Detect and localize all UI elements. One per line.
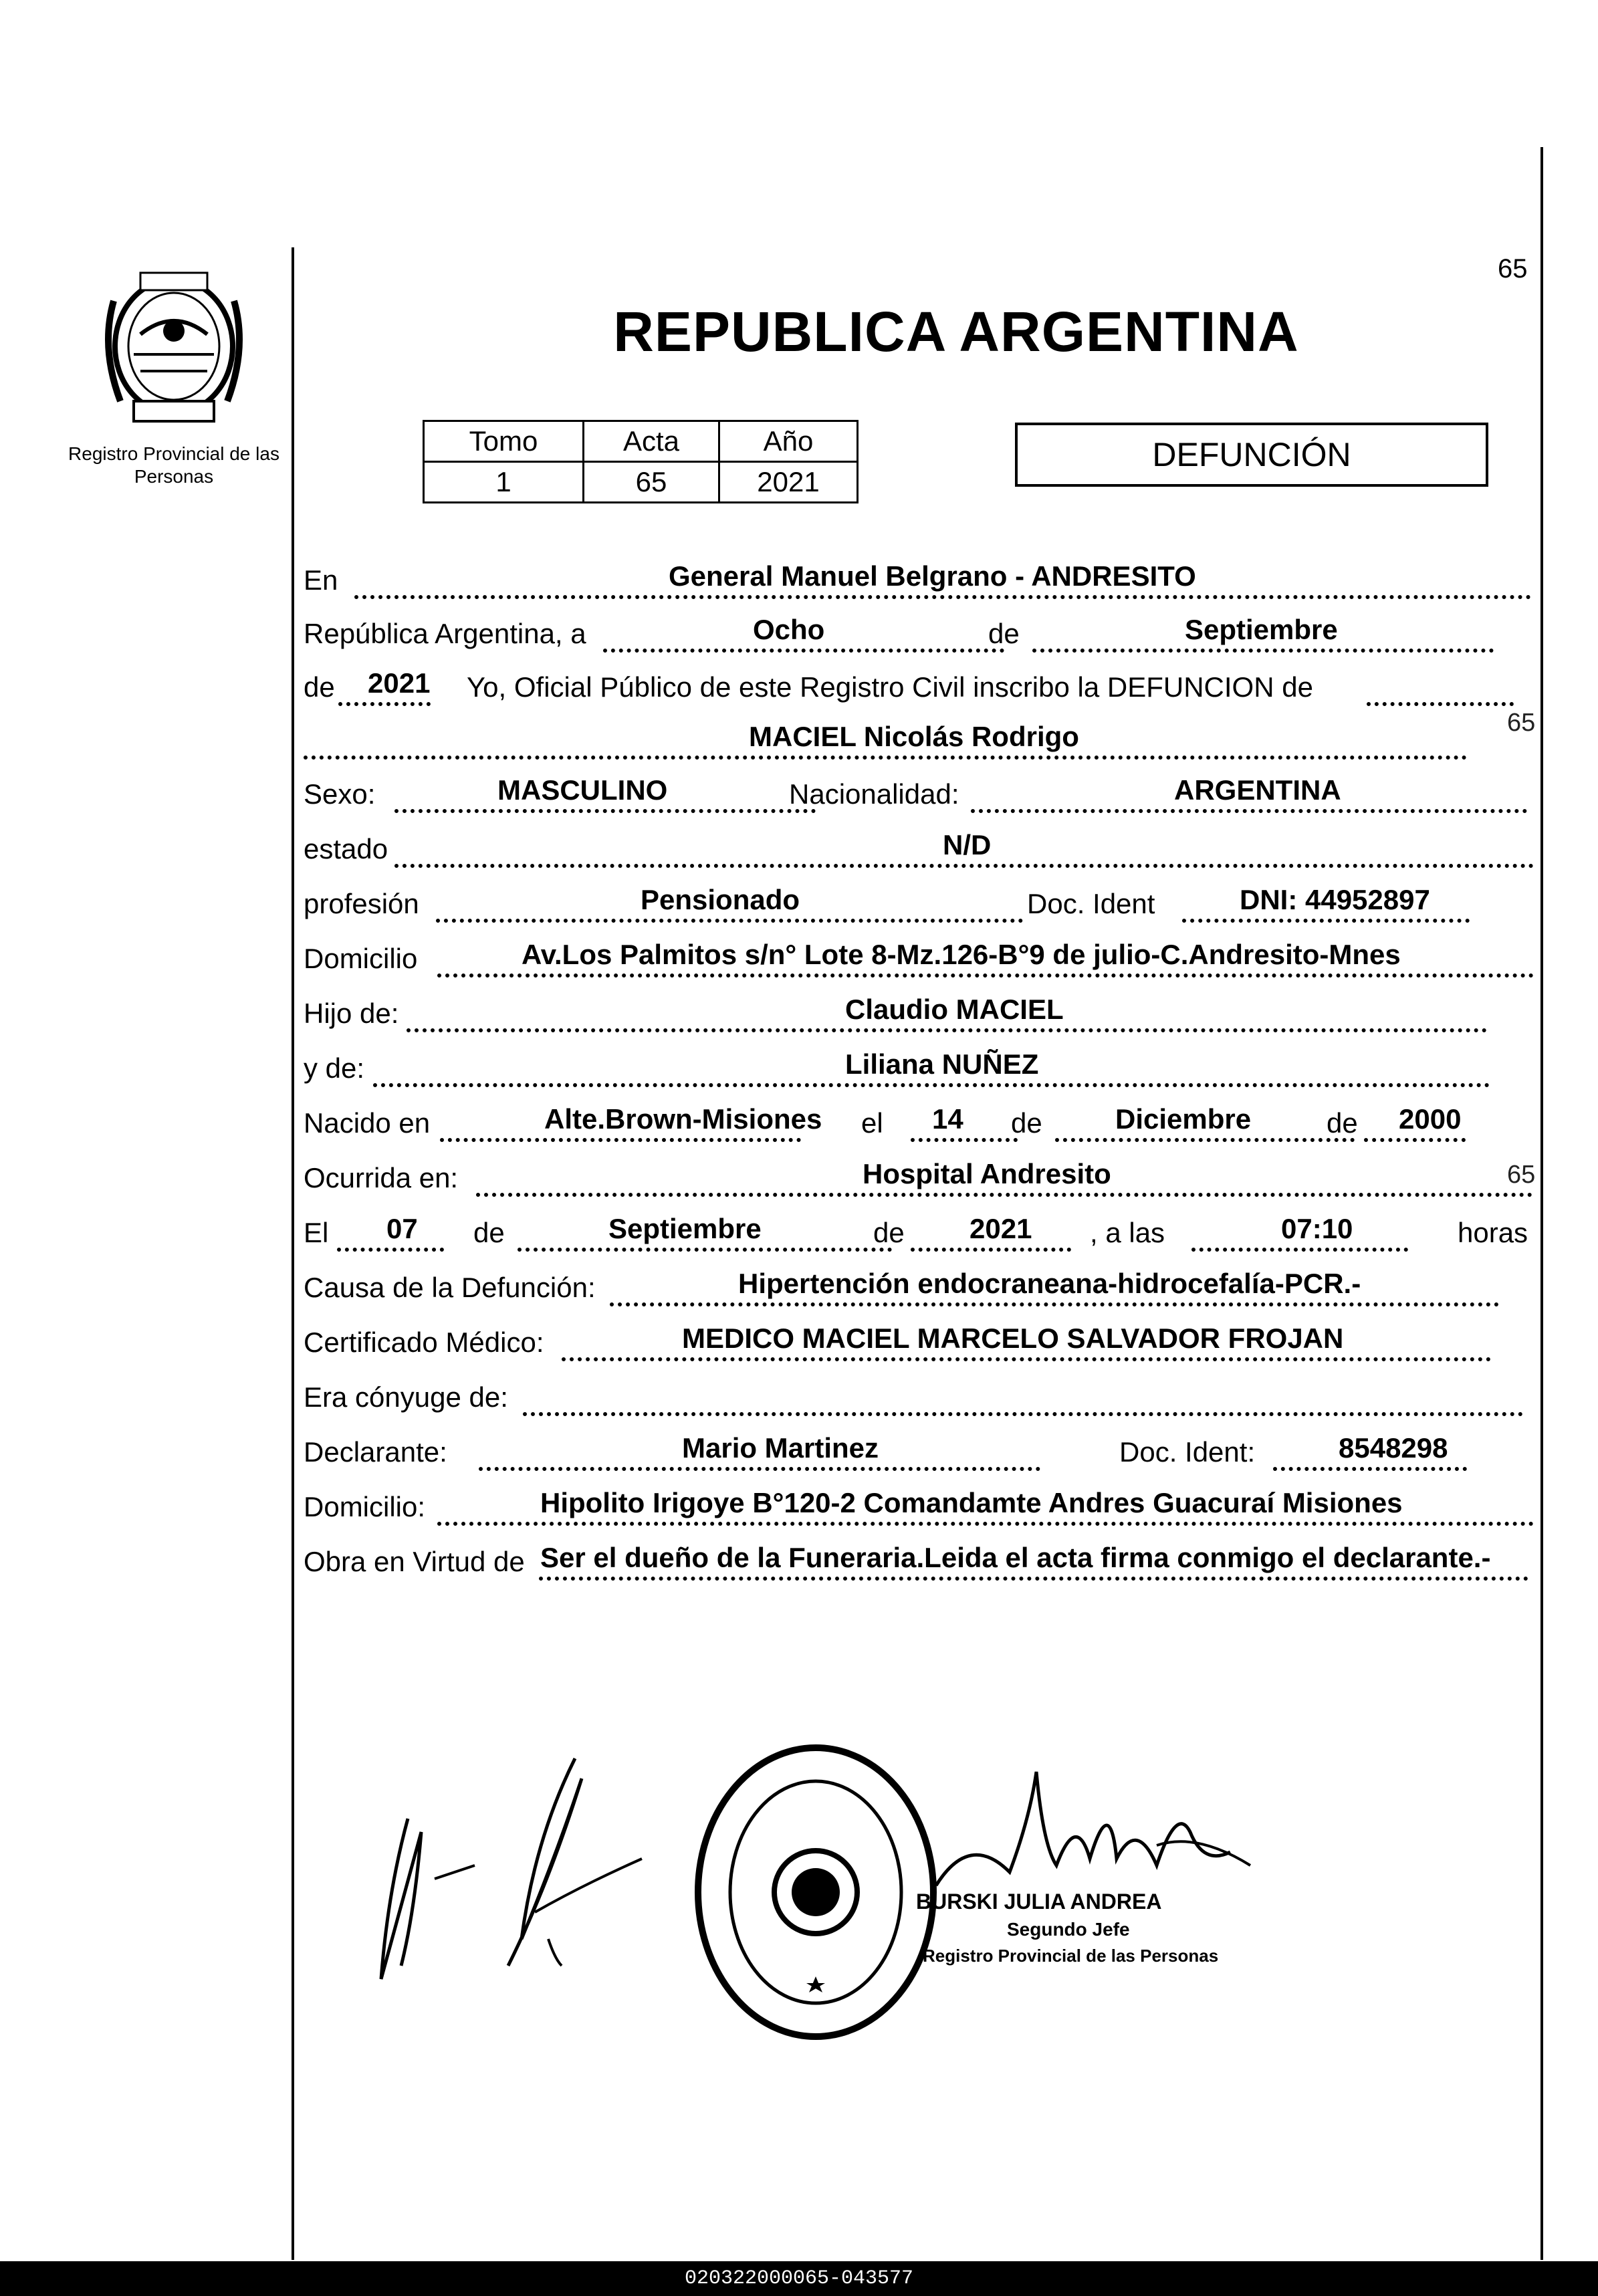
dotted-line	[437, 1522, 1534, 1526]
official-name: BURSKI JULIA ANDREA	[916, 1889, 1162, 1914]
value-mother: Liliana NUÑEZ	[845, 1048, 1039, 1080]
label-estado: estado	[304, 833, 388, 865]
row-conyuge	[304, 1365, 1534, 1419]
dotted-line	[407, 1028, 1487, 1032]
header-anio: Año	[719, 421, 858, 462]
row-estado	[304, 817, 1534, 871]
dotted-line	[518, 1248, 892, 1252]
label-republica: República Argentina, a	[304, 618, 586, 649]
row-en	[304, 548, 1534, 602]
value-profesion: Pensionado	[641, 884, 800, 915]
header-tomo: Tomo	[424, 421, 584, 462]
dotted-line	[523, 1412, 1523, 1416]
row-profesion	[304, 872, 1534, 925]
dotted-line	[304, 756, 1467, 760]
row-anio	[304, 655, 1534, 709]
header-acta: Acta	[584, 421, 719, 462]
record-table-value-row	[424, 462, 858, 503]
margin-number: 65	[1507, 1161, 1536, 1189]
row-hijo	[304, 982, 1534, 1035]
record-table	[423, 420, 859, 503]
record-table-header-row	[424, 421, 858, 462]
dotted-line	[562, 1357, 1491, 1361]
row-domicilio	[304, 927, 1534, 980]
dotted-line	[1367, 702, 1514, 706]
value-birth-year: 2000	[1399, 1103, 1462, 1135]
value-death-time: 07:10	[1281, 1213, 1353, 1244]
value-father: Claudio MACIEL	[845, 994, 1064, 1025]
dotted-line	[479, 1467, 1040, 1471]
dotted-line	[440, 1138, 801, 1142]
label-sexo: Sexo:	[304, 778, 376, 810]
value-domicilio-declarante: Hipolito Irigoye B°120-2 Comandamte Andres Guacuraí Misiones	[540, 1487, 1403, 1518]
value-cause-of-death: Hipertención endocraneana-hidrocefalía-PCR.-	[738, 1268, 1361, 1299]
dotted-line	[354, 595, 1531, 599]
dotted-line	[394, 809, 816, 813]
label-causa: Causa de la Defunción:	[304, 1272, 596, 1303]
dotted-line	[971, 809, 1527, 813]
label-nacido: Nacido en	[304, 1107, 431, 1139]
label-domicilio: Domicilio	[304, 943, 418, 974]
record-type-box: DEFUNCIÓN	[1015, 423, 1488, 487]
value-birth-day: 14	[932, 1103, 963, 1135]
label-nacionalidad: Nacionalidad:	[789, 778, 959, 810]
page-number: 65	[1498, 254, 1528, 283]
value-estado: N/D	[943, 829, 992, 860]
row-causa	[304, 1256, 1534, 1309]
row-el	[304, 1201, 1534, 1254]
official-department: Registro Provincial de las Personas	[923, 1946, 1219, 1966]
dotted-line	[1273, 1467, 1467, 1471]
row-declarante	[304, 1420, 1534, 1474]
label-de: de	[988, 618, 1020, 649]
value-birth-place: Alte.Brown-Misiones	[544, 1103, 822, 1135]
dotted-line	[394, 864, 1534, 868]
label-de-death-year: de	[873, 1217, 905, 1248]
dotted-line	[1055, 1138, 1355, 1142]
value-certificado: MEDICO MACIEL MARCELO SALVADOR FROJAN	[682, 1323, 1344, 1354]
value-death-day: 07	[386, 1213, 418, 1244]
label-de-birth: de	[1011, 1107, 1042, 1139]
value-month: Septiembre	[1185, 614, 1338, 645]
dotted-line	[476, 1193, 1532, 1197]
label-el: el	[861, 1107, 883, 1139]
row-ocurrida	[304, 1146, 1534, 1199]
label-a-las: , a las	[1090, 1217, 1165, 1248]
label-ocurrida: Ocurrida en:	[304, 1162, 459, 1193]
dotted-line	[436, 919, 1023, 923]
row-yde	[304, 1036, 1534, 1090]
provincial-coat-of-arms	[94, 261, 254, 435]
dotted-line	[911, 1248, 1071, 1252]
label-de-year: de	[304, 671, 335, 703]
page-title: REPUBLICA ARGENTINA	[613, 300, 1299, 363]
dotted-line	[1364, 1138, 1466, 1142]
label-y-de: y de:	[304, 1052, 365, 1084]
dotted-line	[1191, 1248, 1408, 1252]
row-certificado	[304, 1310, 1534, 1364]
dotted-line	[911, 1138, 1018, 1142]
left-margin-rule	[292, 247, 294, 2260]
value-obra: Ser el dueño de la Funeraria.Leida el acta firma conmigo el declarante.-	[540, 1542, 1491, 1573]
value-domicilio: Av.Los Palmitos s/n° Lote 8-Mz.126-B°9 de julio-C.Andresito-Mnes	[522, 939, 1401, 970]
value-en: General Manuel Belgrano - ANDRESITO	[669, 560, 1196, 592]
registry-round-seal	[689, 1738, 943, 2046]
value-doc-ident-declarante: 8548298	[1339, 1432, 1448, 1464]
row-nacido	[304, 1091, 1534, 1145]
row-fecha	[304, 602, 1534, 655]
official-role: Segundo Jefe	[1007, 1919, 1130, 1940]
value-deceased-name: MACIEL Nicolás Rodrigo	[749, 721, 1079, 752]
label-doc-ident: Doc. Ident	[1027, 888, 1155, 919]
value-place-of-death: Hospital Andresito	[863, 1158, 1111, 1189]
value-death-year: 2021	[969, 1213, 1032, 1244]
label-hijo: Hijo de:	[304, 998, 399, 1029]
dotted-line	[603, 649, 1004, 653]
label-inscribo: Yo, Oficial Público de este Registro Civil inscribo la DEFUNCION de	[467, 671, 1313, 703]
right-margin-rule	[1540, 147, 1543, 2260]
value-sexo: MASCULINO	[497, 774, 668, 806]
value-acta: 65	[584, 462, 719, 503]
dotted-line	[337, 1248, 444, 1252]
label-declarante: Declarante:	[304, 1436, 447, 1468]
value-anio: 2021	[719, 462, 858, 503]
dotted-line	[1032, 649, 1494, 653]
value-day: Ocho	[753, 614, 825, 645]
dotted-line	[373, 1083, 1490, 1087]
value-nacionalidad: ARGENTINA	[1174, 774, 1341, 806]
label-de-birth-year: de	[1327, 1107, 1358, 1139]
label-obra: Obra en Virtud de	[304, 1546, 525, 1577]
value-year: 2021	[368, 667, 431, 699]
row-nombre	[304, 709, 1534, 762]
label-de-death: de	[473, 1217, 505, 1248]
label-doc-ident-declarante: Doc. Ident:	[1119, 1436, 1256, 1468]
label-domicilio-declarante: Domicilio:	[304, 1491, 426, 1522]
label-conyuge: Era cónyuge de:	[304, 1381, 508, 1413]
row-obra	[304, 1530, 1534, 1583]
signature-declarant	[361, 1738, 682, 2019]
row-domicilio-declarante	[304, 1475, 1534, 1528]
margin-number: 65	[1507, 709, 1536, 737]
row-sexo	[304, 762, 1534, 816]
value-death-month: Septiembre	[608, 1213, 762, 1244]
dotted-line	[338, 702, 431, 706]
label-profesion: profesión	[304, 888, 419, 919]
value-declarante: Mario Martinez	[682, 1432, 879, 1464]
footer-document-code: 020322000065-043577	[0, 2261, 1598, 2296]
dotted-line	[539, 1577, 1528, 1581]
label-horas: horas	[1458, 1217, 1528, 1248]
value-birth-month: Diciembre	[1115, 1103, 1252, 1135]
dotted-line	[610, 1302, 1499, 1306]
label-en: En	[304, 564, 338, 596]
organization-name: Registro Provincial de las Personas	[68, 443, 279, 487]
value-doc-ident: DNI: 44952897	[1240, 884, 1430, 915]
dotted-line	[1182, 919, 1470, 923]
label-certificado: Certificado Médico:	[304, 1327, 544, 1358]
dotted-line	[437, 973, 1534, 978]
label-el-date: El	[304, 1217, 329, 1248]
value-tomo: 1	[424, 462, 584, 503]
